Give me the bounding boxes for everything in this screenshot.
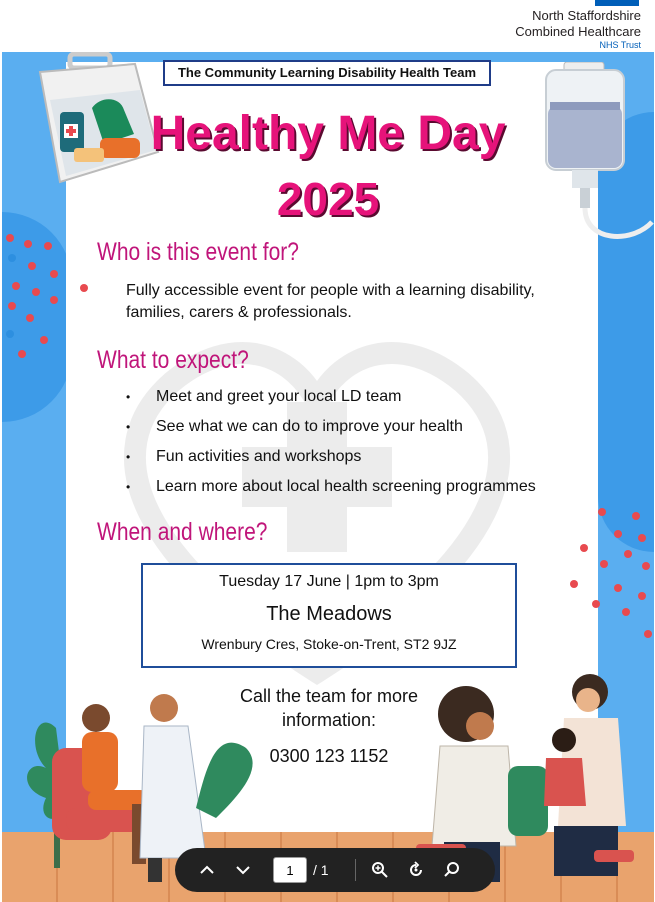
rotate-icon xyxy=(407,861,425,879)
venue-name: The Meadows xyxy=(266,603,392,625)
chevron-down-icon xyxy=(235,865,251,875)
team-name-banner: The Community Learning Disability Health Team xyxy=(163,60,491,86)
zoom-in-button[interactable] xyxy=(362,854,398,886)
expect-heading: What to expect? xyxy=(97,346,249,374)
search-icon xyxy=(443,861,461,879)
nhs-trust-header xyxy=(421,0,641,52)
venue-address: Wrenbury Cres, Stoke-on-Trent, ST2 9JZ xyxy=(201,636,457,652)
page-number-input[interactable] xyxy=(273,857,307,883)
zoom-in-icon xyxy=(371,861,389,879)
list-item: • Meet and greet your local LD team xyxy=(126,382,536,412)
event-title: Healthy Me Day xyxy=(150,107,506,160)
nhs-logo xyxy=(595,0,639,6)
next-page-button[interactable] xyxy=(225,854,261,886)
pdf-viewer-toolbar xyxy=(175,848,495,892)
org-name-line1: North Staffordshire xyxy=(532,8,641,23)
list-item: • See what we can do to improve your health xyxy=(126,412,536,442)
previous-page-button[interactable] xyxy=(189,854,225,886)
venue-details-box xyxy=(141,563,517,668)
background-blob-left xyxy=(2,212,72,422)
org-name-line2: Combined Healthcare xyxy=(515,24,641,39)
who-description: Fully accessible event for people with a learning disability, families, carers & professionals. xyxy=(126,282,535,321)
event-year: 2025 xyxy=(276,173,380,225)
search-button[interactable] xyxy=(434,854,470,886)
page-total: / 1 xyxy=(313,862,329,878)
chevron-up-icon xyxy=(199,865,215,875)
call-prompt: Call the team for more information: xyxy=(239,686,419,730)
when-heading: When and where? xyxy=(97,518,268,546)
rotate-button[interactable] xyxy=(398,854,434,886)
list-item: • Learn more about local health screening programmes xyxy=(126,472,536,502)
who-heading: Who is this event for? xyxy=(97,238,299,266)
list-item: • Fun activities and workshops xyxy=(126,442,536,472)
event-date-time: Tuesday 17 June | 1pm to 3pm xyxy=(219,573,439,590)
expect-list xyxy=(126,382,536,502)
phone-number: 0300 123 1152 xyxy=(269,746,389,766)
toolbar-divider xyxy=(355,859,356,881)
event-poster xyxy=(2,52,654,902)
org-subtitle: NHS Trust xyxy=(599,40,641,50)
